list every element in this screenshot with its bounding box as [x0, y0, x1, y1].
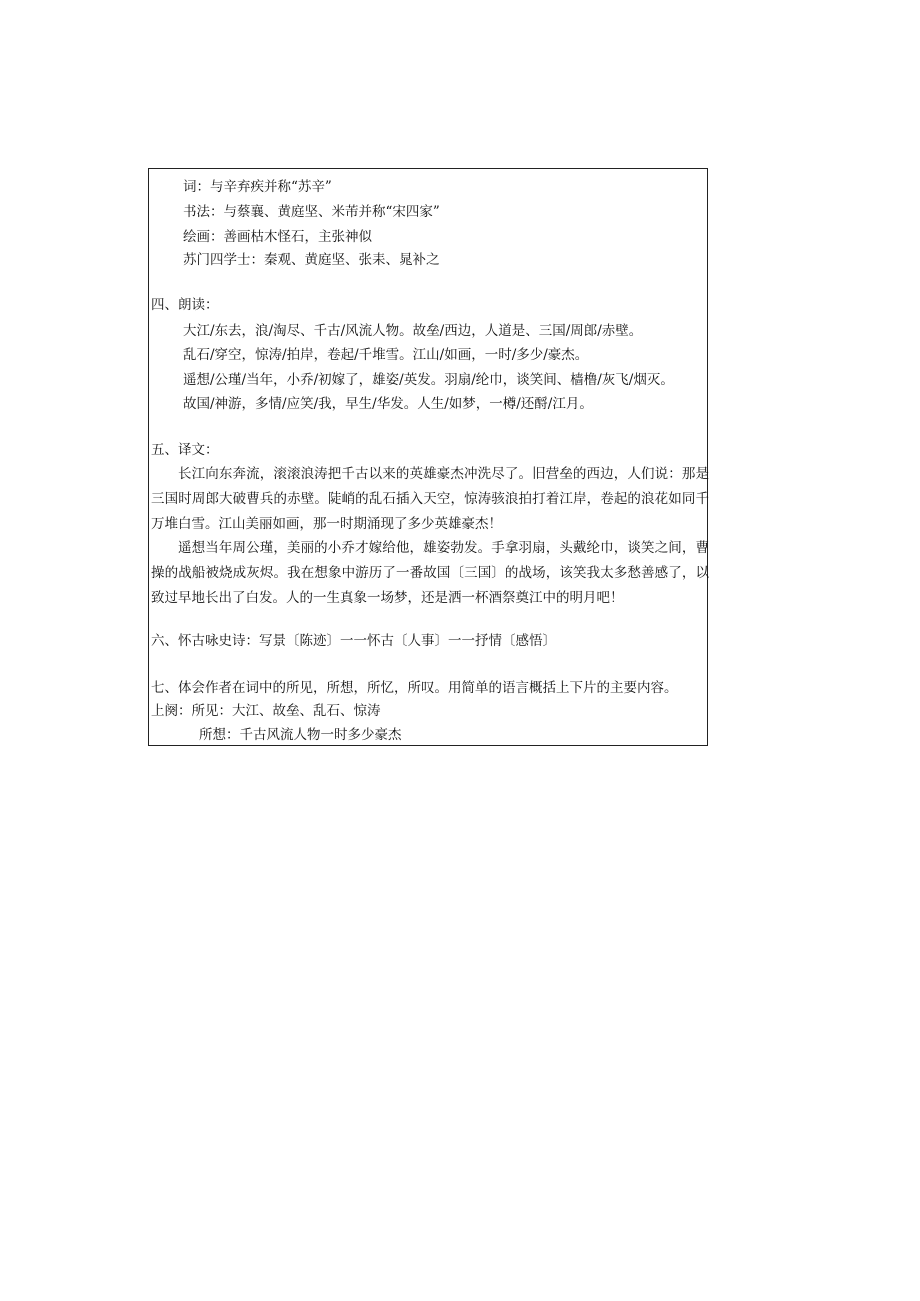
reading-line: 乱石/穿空，惊涛/拍岸，卷起/千堆雪。江山/如画，一时/多少/豪杰。	[183, 347, 589, 363]
poetry-line: 六、怀古咏史诗：写景〔陈迹〕一一怀古〔人事〕一一抒情〔感悟〕	[151, 633, 556, 649]
intro-shufa: 书法：与蔡襄、黄庭坚、米芾并称“宋四家”	[183, 204, 440, 220]
experience-question: 七、体会作者在词中的所见，所想，所忆，所叹。用简单的语言概括上下片的主要内容。	[151, 680, 678, 696]
translation-paragraph-1: 长江向东奔流，滚滚浪涛把千古以来的英雄豪杰冲洗尽了。旧营垒的西边，人们说：那是三国时周郎大破曹兵的赤壁。陡峭的乱石插入天空，惊涛骇浪拍打着江岸，卷起的浪花如同千万堆白雪。江山美丽如画，那一时期涌现了多少英雄豪杰！	[151, 466, 709, 532]
experience-suojian: 上阕：所见：大江、故垒、乱石、惊涛	[151, 703, 381, 719]
translation-paragraph-2: 遥想当年周公瑾，美丽的小乔才嫁给他，雄姿勃发。手拿羽扇，头戴纶巾，谈笑之间，曹操的战船被烧成灰烬。我在想象中游历了一番故国〔三国〕的战场，该笑我太多愁善感了，以致过早地长出了白发。人的一生真象一场梦，还是洒一杯酒祭奠江中的明月吧！	[151, 540, 709, 606]
reading-line: 故国/神游，多情/应笑/我，早生/华发。人生/如梦，一樽/还酹/江月。	[183, 396, 593, 412]
reading-line: 遥想/公瑾/当年，小乔/初嫁了，雄姿/英发。羽扇/纶巾，谈笑间、樯橹/灰飞/烟灭。	[183, 372, 674, 388]
reading-line: 大江/东去，浪/淘尽、千古/风流人物。故垒/西边，人道是、三国/周郎/赤壁。	[183, 323, 643, 339]
experience-suoxiang: 所想：千古风流人物一时多少豪杰	[199, 727, 402, 743]
content-box	[148, 168, 708, 746]
intro-ci: 词：与辛弃疾并称“苏辛”	[183, 179, 332, 195]
intro-huihua: 绘画：善画枯木怪石，主张神似	[183, 229, 372, 245]
intro-sumen: 苏门四学士：秦观、黄庭坚、张耒、晁补之	[183, 252, 440, 268]
translation-heading: 五、译文：	[151, 442, 219, 458]
reading-heading: 四、朗读：	[151, 297, 219, 313]
